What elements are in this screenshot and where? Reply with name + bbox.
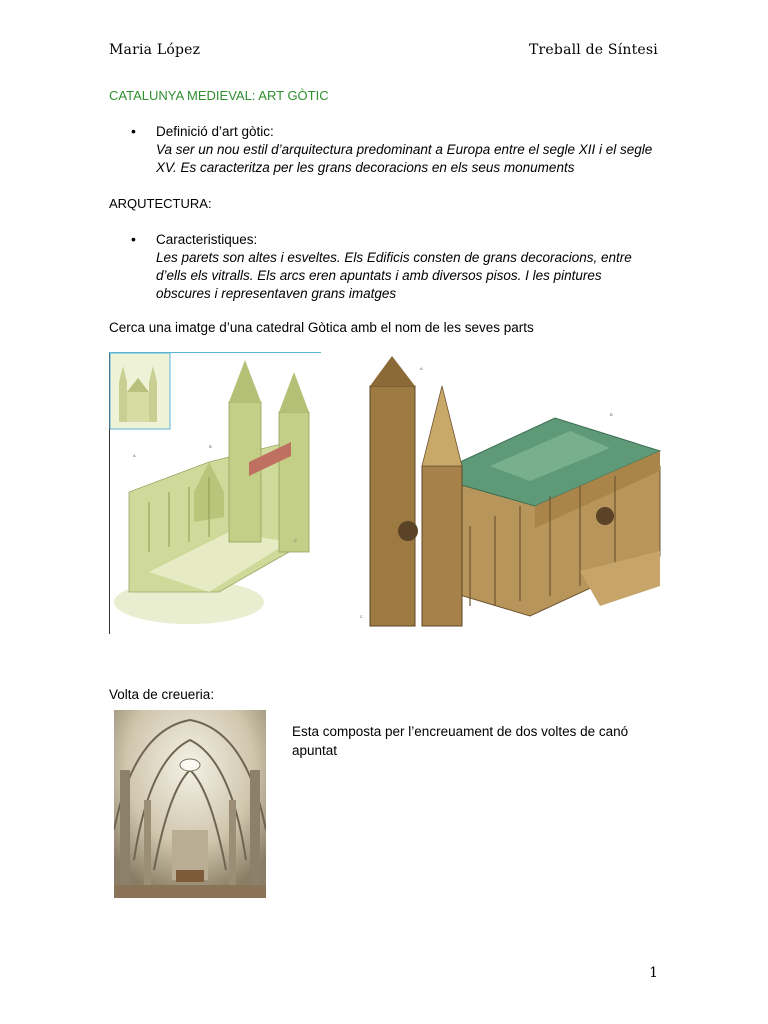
characteristics-item (156, 231, 656, 303)
cathedral-isometric-image (360, 356, 666, 638)
rib-vault-photo (114, 710, 266, 898)
header-author: Maria López (109, 42, 201, 58)
task-text: Cerca una imatge d’una catedral Gòtica amb el nom de les seves parts (109, 320, 534, 335)
definition-label: Definició d’art gòtic: (156, 124, 274, 139)
svg-text:C: C (294, 538, 297, 543)
svg-text:A: A (133, 453, 136, 458)
header-doc-title: Treball de Síntesi (529, 42, 658, 58)
architecture-heading: ARQUTECTURA: (109, 196, 212, 211)
vault-heading: Volta de creueria: (109, 687, 215, 702)
cathedral-cutaway-image (109, 352, 321, 634)
svg-text:B: B (610, 412, 613, 417)
svg-text:A: A (420, 366, 423, 371)
svg-text:B: B (209, 444, 212, 449)
definition-item (156, 123, 656, 177)
characteristics-label: Caracteristiques: (156, 232, 258, 247)
bullet-icon: • (131, 231, 136, 247)
definition-text: Va ser un nou estil d’arquitectura predominant a Europa entre el segle XII i el segle XV. Es caracteritza per les grans decoracions en els seus monuments (156, 142, 653, 175)
svg-text:C: C (360, 614, 363, 619)
page-title: CATALUNYA MEDIEVAL: ART GÒTIC (109, 88, 329, 103)
bullet-icon: • (131, 123, 136, 139)
characteristics-text: Les parets son altes i esveltes. Els Edificis consten de grans decoracions, entre d’ells els vitralls. Els arcs eren apuntats i amb diversos pisos. I les pintures obscures i representaven grans imatges (156, 250, 632, 301)
page-number: 1 (649, 965, 658, 981)
vault-description: Esta composta per l’encreuament de dos voltes de canó apuntat (292, 724, 629, 758)
